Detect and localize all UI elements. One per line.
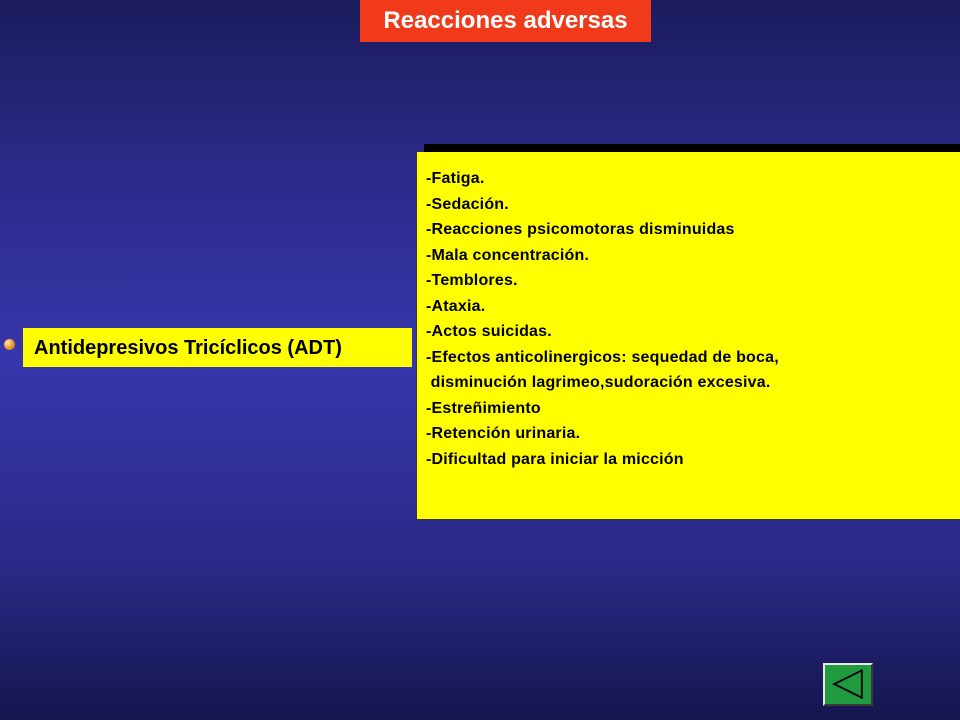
back-button[interactable]: [823, 663, 873, 706]
list-item: -Fatiga.: [426, 170, 485, 187]
topic-label: Antidepresivos Tricíclicos (ADT): [23, 328, 412, 367]
list-item: -Actos suicidas.: [426, 323, 552, 340]
bullet-icon: [4, 339, 15, 350]
list-item: -Mala concentración.: [426, 246, 590, 264]
list-item: -Dificultad para iniciar la micción: [426, 450, 684, 468]
list-item: disminución lagrimeo,sudoración excesiva.: [426, 374, 771, 391]
list-item: -Efectos anticolinergicos: sequedad de boca,: [426, 348, 779, 366]
adverse-effects-list: [416, 152, 960, 520]
list-item: -Estreñimiento: [426, 399, 541, 417]
triangle-left-icon: [825, 665, 871, 704]
list-item: -Temblores.: [426, 272, 518, 289]
list-item: -Retención urinaria.: [426, 425, 581, 442]
list-item: -Ataxia.: [426, 297, 486, 315]
list-item: -Sedación.: [426, 195, 509, 213]
slide-title: Reacciones adversas: [360, 0, 651, 42]
list-item: -Reacciones psicomotoras disminuidas: [426, 221, 735, 238]
